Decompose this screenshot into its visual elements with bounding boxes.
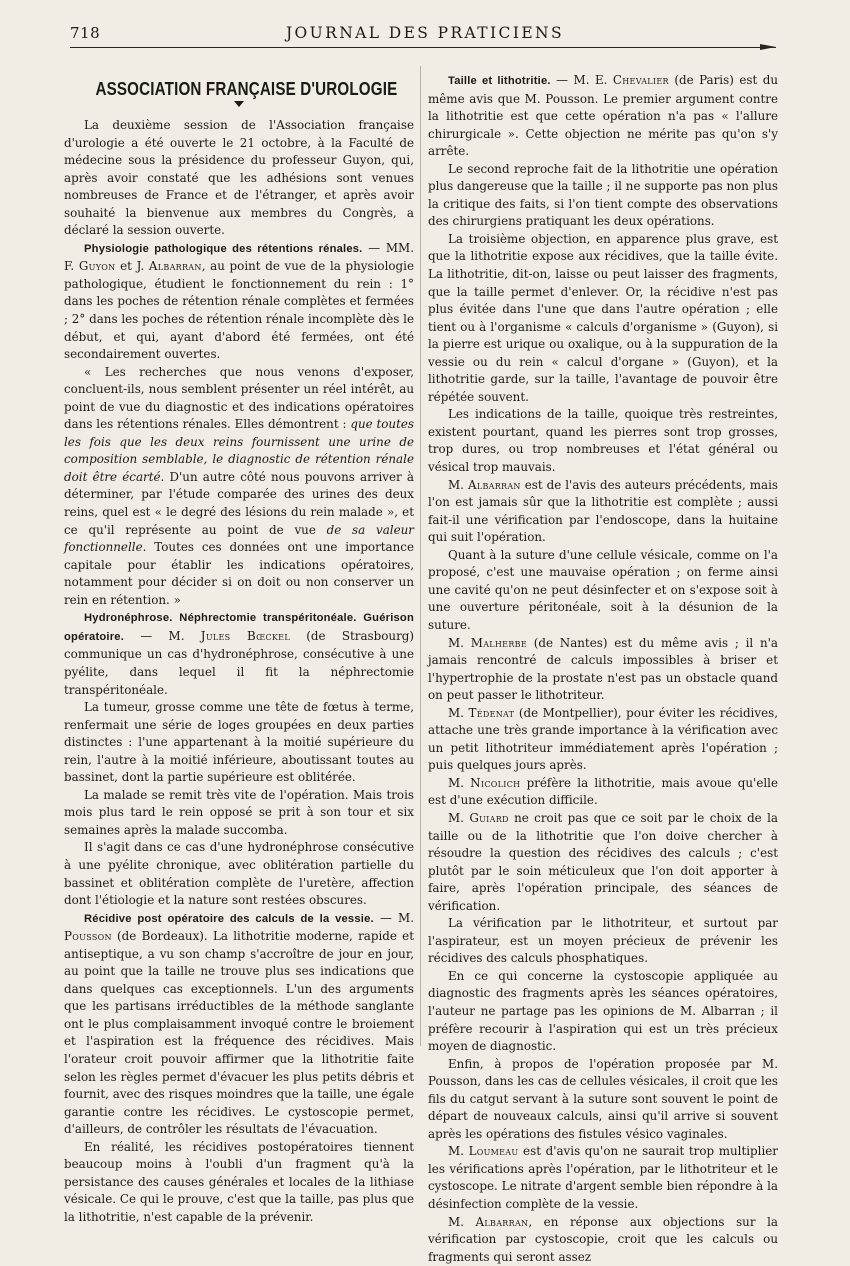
paragraph-physiologie: Physiologie pathologique des rétentions rénales. — MM. F. Guyon et J. Albarran, au point de vue de la physiologie pathologique, étudient le fonctionnement du rein : 1° dans les poches de rétention rénale complètes et fermées ; 2° dans les poches de rétention rénale incomplète dès le début, et qui, ayant d'abord été fermées, ont été secondairement ouvertes. bbox=[64, 240, 414, 362]
paragraph-loumeau: M. Loumeau est d'avis qu'on ne saurait trop multiplier les vérifications après l'opération, par le lithotriteur et le cystoscope. Le nitrate d'argent semble bien répondre à la désinfection complète de la vessie. bbox=[428, 1144, 778, 1211]
emphasis-text: que toutes les fois que les deux reins fournissent une urine de composition semblable, le diagnostic de rétention rénale doit être écarté bbox=[64, 417, 414, 484]
right-column bbox=[428, 72, 778, 1264]
author-name: Malherbe bbox=[470, 635, 527, 650]
paragraph-taille-lithotritie: Taille et lithotritie. — M. E. Chevalier (de Paris) est du même avis que M. Pousson. Le premier argument contre la lithotritie est que cette opération n'a pas « l'allure chirurgicale ». Cette objection ne mérite pas qu'on s'y arrête. bbox=[428, 73, 778, 159]
paragraph-realite: En réalité, les récidives postopératoires tiennent beaucoup moins à l'oubli d'un fragment qu'à la persistance des causes générales et locales de la lithiase vésicale. Ce qui le prouve, c'est que la taille, pas plus que la lithotritie, n'est capable de la prévenir. bbox=[64, 1139, 414, 1224]
author-name: Albarran bbox=[148, 259, 202, 274]
paragraph-verification: La vérification par le lithotriteur, et surtout par l'aspirateur, est un moyen précieux de prévenir les récidives des calculs phosphatiques. bbox=[428, 916, 778, 966]
rubric-taille-lithotritie: Taille et lithotritie. bbox=[448, 75, 551, 87]
title-ornament bbox=[234, 101, 244, 107]
column-divider bbox=[420, 66, 421, 1046]
rubric-hydronephrose: Hydronéphrose. Néphrectomie transpéritonéale. Guérison opératoire. bbox=[64, 612, 414, 643]
paragraph-suture: Quant à la suture d'une cellule vésicale, comme on l'a proposé, c'est une mauvaise opération ; on ferme ainsi une cavité qu'on ne peut désinfecter et on s'expose soit à une ouverture péritonéale, soit à la désunion de la suture. bbox=[428, 547, 778, 632]
page-number: 718 bbox=[70, 24, 101, 42]
header-rule-arrow bbox=[760, 44, 776, 50]
journal-title: JOURNAL DES PRATICIENS bbox=[285, 24, 565, 42]
paragraph-malherbe: M. Malherbe (de Nantes) est du même avis ; il n'a jamais rencontré de calculs impossibles à briser et l'hypertrophie de la prostate n'est pas un obstacle quand on peut passer le lithotriteur. bbox=[428, 635, 778, 703]
paragraph-nicolich: M. Nicolich préfère la lithotritie, mais avoue qu'elle est d'une exécution difficile. bbox=[428, 775, 778, 808]
author-name: Nicolich bbox=[470, 775, 521, 790]
rubric-physiologie: Physiologie pathologique des rétentions rénales. bbox=[84, 242, 363, 255]
author-name: Tédenat bbox=[468, 705, 515, 720]
paragraph-hydronephrose: Hydronéphrose. Néphrectomie transpéritonéale. Guérison opératoire. — M. Jules Bœckel (de Strasbourg) communique un cas d'hydronéphrose, consécutive à une pyélite, dans lequel il fit la néphrectomie transpéritonéale. bbox=[64, 612, 414, 697]
paragraph-cystoscopie: En ce qui concerne la cystoscopie appliquée au diagnostic des fragments après les séances opératoires, l'auteur ne partage pas les opinions de M. Albarran ; il préfère recourir à l'aspiration qui est un très précieux moyen de diagnostic. bbox=[428, 968, 778, 1054]
paragraph-second-reproche: Le second reproche fait de la lithotritie une opération plus dangereuse que la taille ; il ne supporte pas non plus la critique des faits, si l'on tient compte des observations des chirurgiens pratiquant les deux opérations. bbox=[428, 161, 778, 229]
paragraph-troisieme-objection: La troisième objection, en apparence plus grave, est que la lithotritie expose aux récidives, que la taille évite. La lithotritie, dit-on, laisse ou peut laisser des fragments, que la taille permet d'enlever. Or, la récidive n'est pas plus évitée dans l'une que dans l'autre opération ; elle tient ou à l'organisme « calculs d'organisme » (Guyon), si la pierre est urique ou oxalique, ou à la suppuration de la vessie ou du rein « calcul d'organe » (Guyon), et la lithotritie garde, sur la taille, l'avantage de pouvoir être répétée souvent. bbox=[428, 231, 778, 404]
emphasis-text: de sa valeur fonctionnelle bbox=[64, 522, 414, 555]
paragraph-malade: La malade se remit très vite de l'opération. Mais trois mois plus tard le rein opposé se prit à son tour et six semaines après la malade succomba. bbox=[64, 787, 414, 837]
paragraph-tedenat: M. Tédenat (de Montpellier), pour éviter les récidives, attache une très grande importance à la vérification avec un petit lithotriteur immédiatement après l'opération ; puis quelques jours après. bbox=[428, 705, 778, 773]
running-header bbox=[0, 0, 800, 58]
rubric-recidive: Récidive post opératoire des calculs de la vessie. bbox=[84, 912, 374, 925]
header-rule bbox=[70, 47, 776, 48]
article-title: ASSOCIATION FRANÇAISE D'UROLOGIE bbox=[95, 78, 398, 99]
paragraph-albarran: M. Albarran est de l'avis des auteurs précédents, mais l'on est jamais sûr que la lithotritie est complète ; aussi fait-il une vérification par l'endoscope, dans la huitaine qui suit l'opération. bbox=[428, 477, 778, 545]
paragraph-tumeur: La tumeur, grosse comme une tête de fœtus à terme, renfermait une série de loges groupées en deux parties distinctes : l'une appartenant à la moitié supérieure du rein, l'autre à la moitié inférieure, aboutissant toutes au bassinet, dont la partie supérieure est oblitérée. bbox=[64, 700, 414, 785]
author-name: Jules Bœckel bbox=[200, 628, 290, 643]
paragraph-conclusions: « Les recherches que nous venons d'exposer, concluent-ils, nous semblent présenter un réel intérêt, au point de vue du diagnostic et des indications opératoires dans les rétentions rénales. Elles démontrent : que toutes les fois que les deux reins fournissent une urine de composition semblable, le diagnostic de rétention rénale doit être écarté. D'un autre côté nous pouvons arriver à déterminer, par l'étude comparée des urines des deux reins, quel est « le degré des lésions du rein malade », et ce qu'il représente au point de vue de sa valeur fonctionnelle. Toutes ces données ont une importance capitale pour établir les indications opératoires, notamment pour décider si on doit ou non conserver un rein en rétention. » bbox=[64, 364, 414, 607]
paragraph-catgut: Enfin, à propos de l'opération proposée par M. Pousson, dans les cas de cellules vésicales, il croit que les fils du catgut servant à la suture sont souvent le point de départ de nouveaux calculs, ainsi qu'il arrive si souvent après les opérations des fistules vésico vaginales. bbox=[428, 1056, 778, 1141]
paragraph-albarran-reponse: M. Albarran, en réponse aux objections sur la vérification par cystoscopie, croit que les calculs ou fragments qui seront assez bbox=[428, 1214, 778, 1264]
author-name: Chevalier bbox=[612, 73, 669, 87]
author-name: Guiard bbox=[469, 810, 509, 825]
author-name: Guyon bbox=[78, 259, 116, 274]
author-name: Loumeau bbox=[468, 1144, 519, 1159]
author-name: Albarran bbox=[467, 477, 521, 492]
author-name: Albarran bbox=[475, 1214, 529, 1229]
paragraph-etiologie: Il s'agit dans ce cas d'une hydronéphrose consécutive à une pyélite chronique, avec oblitération partielle du bassinet et oblitération complète de l'uretère, affection dont l'étiologie et la nature sont restées obscures. bbox=[64, 840, 414, 908]
author-name: Pousson bbox=[64, 929, 112, 944]
paragraph-intro: La deuxième session de l'Association française d'urologie a été ouverte le 21 octobre, à la Faculté de médecine sous la présidence du professeur Guyon, qui, après avoir constaté que les adhésions sont venues nombreuses de France et de l'étranger, et après avoir souhaité la bienvenue aux membres du Congrès, a déclaré la session ouverte. bbox=[64, 118, 414, 238]
paragraph-recidive: Récidive post opératoire des calculs de la vessie. — M. Pousson (de Bordeaux). La lithotritie moderne, rapide et antiseptique, a vu son champ s'accroître de jour en jour, au point que la taille ne trouve plus ses indications que dans quelques cas exceptionnels. L'un des arguments que les partisans irréductibles de la méthode sanglante ont le plus complaisamment invoqué contre le broiement et l'aspiration est la fréquence des récidives. Mais l'orateur croit pouvoir affirmer que la lithotritie faite selon les règles permet d'évacuer les plus petits débris et fournit, avec des risques moindres que la taille, une égale garantie contre les récidives. Le cystoscopie permet, d'ailleurs, de contrôler les résultats de l'évacuation. bbox=[64, 910, 415, 1137]
left-column bbox=[64, 72, 415, 1224]
paragraph-indications-taille: Les indications de la taille, quoique très restreintes, existent pourtant, quand les pierres sont trop grosses, trop dures, ou trop nombreuses et l'état général ou vésical trop mauvais. bbox=[428, 407, 778, 475]
paragraph-guiard: M. Guiard ne croit pas que ce soit par le choix de la taille ou de la lithotritie que l'on doive chercher à résoudre la question des récidives des calculs ; c'est plutôt par le soin méticuleux que l'on doit apporter à faire, après l'opération principale, des séances de vérification. bbox=[428, 810, 778, 913]
